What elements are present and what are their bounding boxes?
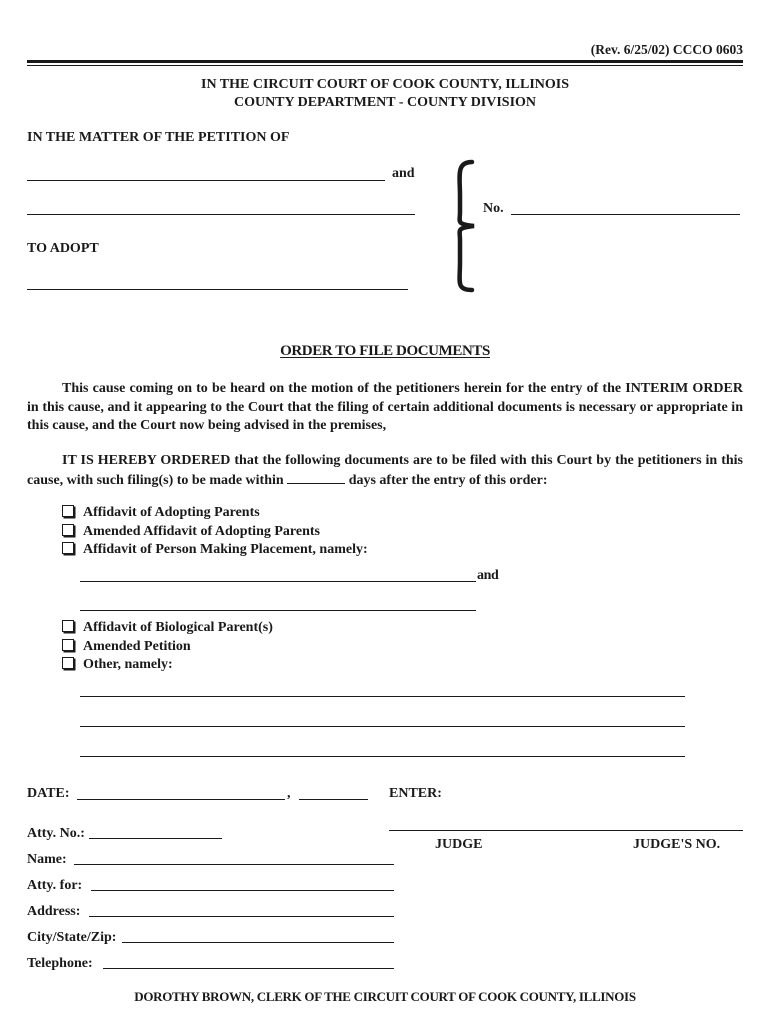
and-label: and	[392, 166, 415, 181]
atty-no-label: Atty. No.:	[27, 826, 85, 841]
enter-label: ENTER:	[389, 786, 442, 801]
order-text-part1: IT IS HEREBY ORDERED that the following documents are to be filed with this Court by the petitioners in this cause, with such filing(s) to be made within	[27, 453, 743, 488]
adoptee-field[interactable]	[27, 289, 408, 290]
checkbox[interactable]	[62, 639, 74, 651]
date-field[interactable]	[77, 799, 285, 800]
checklist-item-label: Affidavit of Biological Parent(s)	[83, 620, 273, 635]
city-state-zip-label: City/State/Zip:	[27, 930, 117, 945]
recital-paragraph: This cause coming on to be heard on the motion of the petitioners herein for the entry of the INTERIM ORDER in this cause, and it appearing to the Court that the filing of certain additional documents is necessary or appropriate in this cause, and the Court now being advised in the premises,	[27, 381, 743, 433]
other-document-field-1[interactable]	[80, 696, 685, 697]
case-number-field[interactable]	[511, 214, 740, 215]
checklist-item[interactable]	[62, 523, 368, 542]
checklist-item[interactable]	[62, 541, 368, 560]
days-field[interactable]	[287, 471, 345, 484]
checklist-item[interactable]	[62, 656, 273, 675]
checklist-item-label: Affidavit of Person Making Placement, namely:	[83, 542, 368, 557]
date-comma: ,	[287, 786, 291, 801]
clerk-footer: DOROTHY BROWN, CLERK OF THE CIRCUIT COURT OF COOK COUNTY, ILLINOIS	[134, 989, 636, 1004]
judge-signature-field[interactable]	[389, 830, 743, 831]
telephone-label: Telephone:	[27, 956, 93, 971]
checkbox[interactable]	[62, 620, 74, 632]
form-revision: (Rev. 6/25/02) CCCO 0603	[590, 42, 743, 57]
order-paragraph	[27, 452, 743, 490]
to-adopt-label: TO ADOPT	[27, 241, 99, 256]
placement-and-label: and	[477, 568, 499, 583]
address-field[interactable]	[89, 916, 394, 917]
checkbox[interactable]	[62, 524, 74, 536]
checklist-item-label: Amended Affidavit of Adopting Parents	[83, 523, 320, 539]
checklist-item-label: Other, namely:	[83, 657, 173, 672]
name-label: Name:	[27, 852, 67, 867]
date-label: DATE:	[27, 786, 70, 801]
header-rule-thin	[27, 65, 743, 66]
judge-label: JUDGE	[435, 837, 483, 852]
court-division: COUNTY DEPARTMENT - COUNTY DIVISION	[233, 95, 537, 110]
case-number-label: No.	[483, 201, 504, 216]
judge-number-label: JUDGE'S NO.	[633, 837, 721, 852]
placement-person-field-2[interactable]	[80, 610, 476, 611]
order-title: ORDER TO FILE DOCUMENTS	[280, 343, 490, 359]
year-field[interactable]	[299, 799, 368, 800]
city-state-zip-field[interactable]	[122, 942, 394, 943]
name-field[interactable]	[74, 864, 394, 865]
petitioner1-field[interactable]	[27, 180, 385, 181]
other-document-field-2[interactable]	[80, 726, 685, 727]
checklist-item[interactable]	[62, 638, 273, 657]
checkbox[interactable]	[62, 657, 74, 669]
checklist-item[interactable]	[62, 619, 273, 638]
atty-for-label: Atty. for:	[27, 878, 83, 893]
petitioner2-field[interactable]	[27, 214, 415, 215]
address-label: Address:	[27, 904, 81, 919]
telephone-field[interactable]	[103, 968, 394, 969]
checkbox[interactable]	[62, 542, 74, 554]
checklist-item-label: Affidavit of Adopting Parents	[83, 505, 260, 520]
order-title-wrap	[0, 343, 770, 360]
atty-no-field[interactable]	[89, 838, 222, 839]
matter-label: IN THE MATTER OF THE PETITION OF	[27, 130, 290, 145]
document-checklist-2	[62, 619, 273, 675]
document-checklist-1	[62, 504, 368, 560]
header-rule-thick	[27, 60, 743, 63]
caption-brace-icon	[444, 158, 484, 294]
checklist-item-label: Amended Petition	[83, 638, 191, 654]
checklist-item[interactable]	[62, 504, 368, 523]
checkbox[interactable]	[62, 505, 74, 517]
placement-person-field-1[interactable]	[80, 581, 476, 582]
atty-for-field[interactable]	[91, 890, 394, 891]
other-document-field-3[interactable]	[80, 756, 685, 757]
order-text-part2: days after the entry of this order:	[348, 472, 548, 488]
court-name: IN THE CIRCUIT COURT OF COOK COUNTY, ILLINOIS	[201, 77, 569, 92]
